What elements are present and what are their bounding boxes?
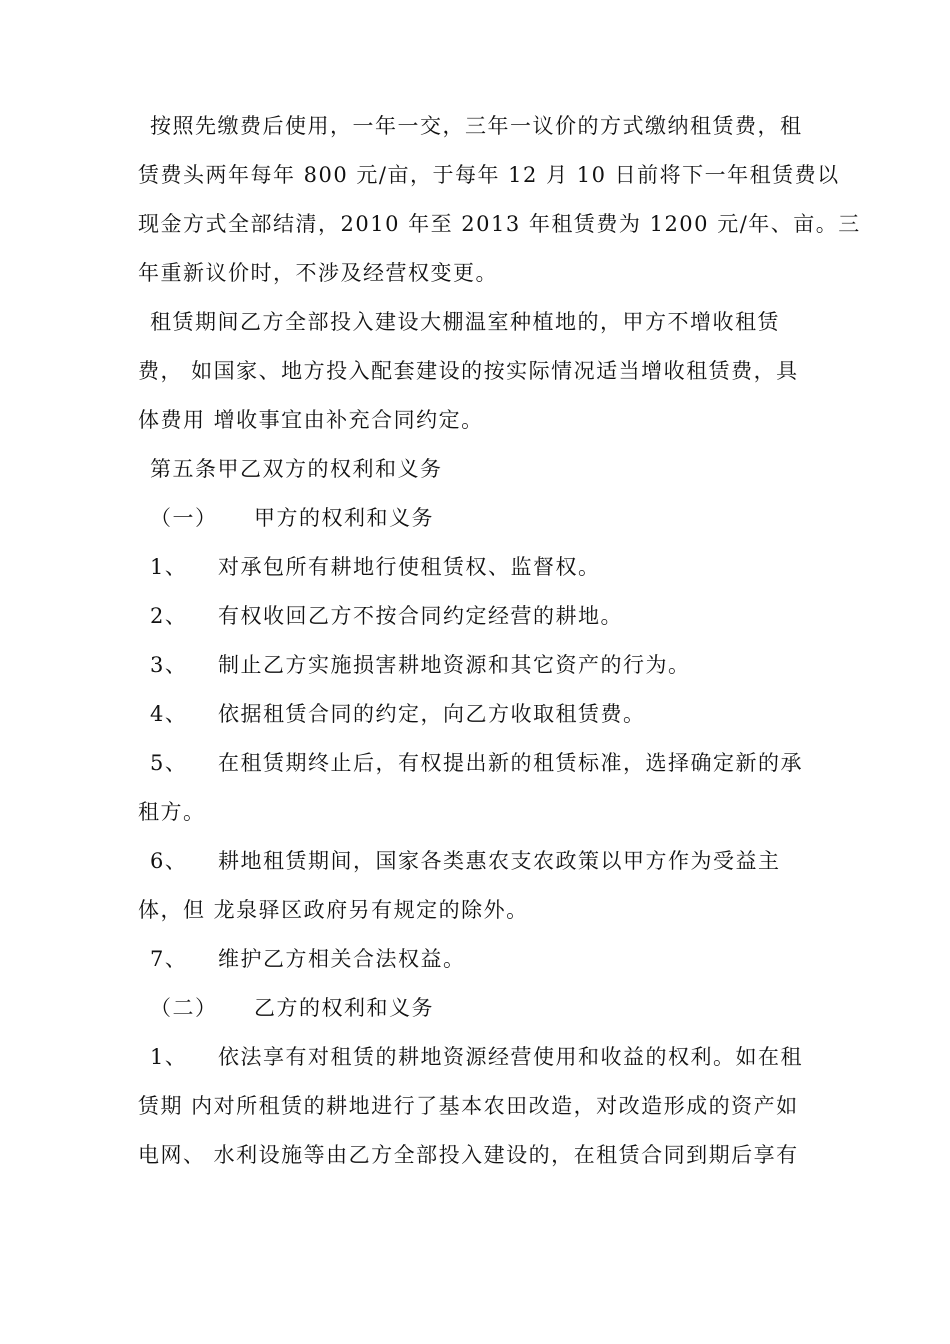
item-number: 4、 (150, 702, 188, 726)
text-line: 费， 如国家、地方投入配套建设的按实际情况适当增收租赁费，具 (138, 359, 799, 383)
item-text: 在租赁期终止后，有权提出新的租赁标准，选择确定新的承 (218, 751, 803, 775)
item-text: 对承包所有耕地行使租赁权、监督权。 (218, 555, 601, 579)
item-number: 1、 (150, 1045, 188, 1069)
list-item (138, 739, 820, 837)
text-line: 租赁期间乙方全部投入建设大棚温室种植地的，甲方不增收租赁 (150, 310, 780, 334)
document-body (138, 102, 861, 1180)
section-number: （二） (150, 996, 218, 1020)
item-text: 依法享有对租赁的耕地资源经营使用和收益的权利。如在租 (218, 1045, 803, 1069)
list-item (138, 837, 820, 935)
item-text-continued: 体，但 龙泉驿区政府另有规定的除外。 (138, 898, 529, 922)
list-item (138, 690, 820, 739)
text-line: 赁费头两年每年 800 元/亩，于每年 12 月 10 日前将下一年租赁费以 (138, 163, 840, 187)
item-text: 耕地租赁期间，国家各类惠农支农政策以甲方作为受益主 (218, 849, 781, 873)
section-title: 乙方的权利和义务 (254, 996, 434, 1020)
item-number: 2、 (150, 604, 188, 628)
item-text-continued: 赁期 内对所租赁的耕地进行了基本农田改造，对改造形成的资产如 (138, 1094, 799, 1118)
item-text-continued: 租方。 (138, 800, 206, 824)
section-heading-party-b (138, 984, 820, 1033)
text-line: 体费用 增收事宜由补充合同约定。 (138, 408, 484, 432)
item-text: 有权收回乙方不按合同约定经营的耕地。 (218, 604, 623, 628)
list-item (138, 1033, 820, 1180)
item-text: 维护乙方相关合法权益。 (218, 947, 466, 971)
item-number: 6、 (150, 849, 188, 873)
text-line: 按照先缴费后使用，一年一交，三年一议价的方式缴纳租赁费，租 (150, 114, 803, 138)
item-number: 7、 (150, 947, 188, 971)
text-line: 现金方式全部结清，2010 年至 2013 年租赁费为 1200 元/年、亩。三 (138, 212, 861, 236)
list-item (138, 641, 820, 690)
text-line: 年重新议价时，不涉及经营权变更。 (138, 261, 498, 285)
section-heading-party-a (138, 494, 820, 543)
item-text: 依据租赁合同的约定，向乙方收取租赁费。 (218, 702, 646, 726)
section-number: （一） (150, 506, 218, 530)
list-item (138, 592, 820, 641)
item-number: 3、 (150, 653, 188, 677)
paragraph-greenhouse-investment (138, 298, 820, 445)
section-title: 甲方的权利和义务 (254, 506, 434, 530)
item-number: 5、 (150, 751, 188, 775)
item-number: 1、 (150, 555, 188, 579)
list-item (138, 543, 820, 592)
article-heading: 第五条甲乙双方的权利和义务 (150, 457, 443, 481)
item-text: 制止乙方实施损害耕地资源和其它资产的行为。 (218, 653, 691, 677)
item-text-continued: 电网、 水利设施等由乙方全部投入建设的，在租赁合同到期后享有 (138, 1143, 799, 1167)
paragraph-fee-payment (138, 102, 861, 298)
list-item (138, 935, 820, 984)
